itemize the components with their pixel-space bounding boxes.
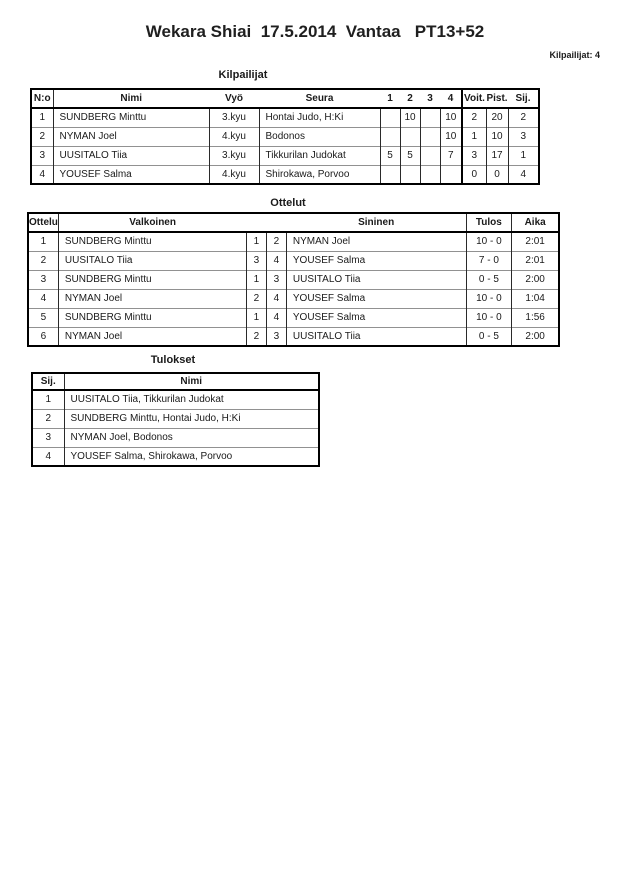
score-vs-3 bbox=[420, 108, 440, 127]
col-header-place: Sij. bbox=[508, 89, 539, 108]
result-name: UUSITALO Tiia, Tikkurilan Judokat bbox=[64, 390, 319, 409]
blue-player-name: YOUSEF Salma bbox=[286, 308, 466, 327]
col-header-place: Sij. bbox=[32, 373, 64, 390]
col-header-belt: Vyö bbox=[209, 89, 259, 108]
competitor-wins: 3 bbox=[462, 146, 486, 165]
matches-header-row bbox=[28, 213, 559, 232]
white-player-name: SUNDBERG Minttu bbox=[58, 270, 246, 289]
competitor-points: 10 bbox=[486, 127, 508, 146]
result-place: 2 bbox=[32, 409, 64, 428]
competitor-points: 17 bbox=[486, 146, 508, 165]
blue-player-name: NYMAN Joel bbox=[286, 232, 466, 251]
match-row bbox=[28, 270, 559, 289]
competitor-belt: 3.kyu bbox=[209, 146, 259, 165]
competitor-place: 3 bbox=[508, 127, 539, 146]
competitor-belt: 4.kyu bbox=[209, 127, 259, 146]
match-result: 0 - 5 bbox=[466, 327, 511, 346]
result-row bbox=[32, 390, 319, 409]
col-header-points: Pist. bbox=[486, 89, 508, 108]
match-no: 1 bbox=[28, 232, 58, 251]
white-player-name: SUNDBERG Minttu bbox=[58, 232, 246, 251]
white-player-no: 3 bbox=[246, 251, 266, 270]
score-vs-3 bbox=[420, 127, 440, 146]
white-player-no: 2 bbox=[246, 289, 266, 308]
competitor-no: 2 bbox=[31, 127, 53, 146]
match-no: 6 bbox=[28, 327, 58, 346]
col-header-club: Seura bbox=[259, 89, 380, 108]
match-result: 0 - 5 bbox=[466, 270, 511, 289]
result-place: 1 bbox=[32, 390, 64, 409]
match-row bbox=[28, 327, 559, 346]
match-time: 2:00 bbox=[511, 327, 559, 346]
competitor-place: 2 bbox=[508, 108, 539, 127]
match-time: 1:04 bbox=[511, 289, 559, 308]
col-header-no: N:o bbox=[31, 89, 53, 108]
blue-player-no: 4 bbox=[266, 251, 286, 270]
results-header-row bbox=[32, 373, 319, 390]
white-player-no: 1 bbox=[246, 308, 266, 327]
score-vs-3 bbox=[420, 165, 440, 184]
white-player-no: 1 bbox=[246, 232, 266, 251]
white-player-name: NYMAN Joel bbox=[58, 327, 246, 346]
score-vs-1 bbox=[380, 127, 400, 146]
white-player-name: UUSITALO Tiia bbox=[58, 251, 246, 270]
blue-player-no: 4 bbox=[266, 308, 286, 327]
score-vs-2: 5 bbox=[400, 146, 420, 165]
competitors-section-heading: Kilpailijat bbox=[218, 69, 268, 81]
competitor-no: 4 bbox=[31, 165, 53, 184]
competitors-count-label: Kilpailijat: 4 bbox=[549, 50, 600, 60]
match-row bbox=[28, 289, 559, 308]
score-vs-2 bbox=[400, 165, 420, 184]
col-header-blue: Sininen bbox=[286, 213, 466, 232]
result-name: YOUSEF Salma, Shirokawa, Porvoo bbox=[64, 447, 319, 466]
score-vs-4: 10 bbox=[440, 127, 462, 146]
score-vs-2: 10 bbox=[400, 108, 420, 127]
match-row bbox=[28, 251, 559, 270]
match-no: 5 bbox=[28, 308, 58, 327]
match-result: 10 - 0 bbox=[466, 308, 511, 327]
result-name: NYMAN Joel, Bodonos bbox=[64, 428, 319, 447]
competitor-row bbox=[31, 108, 539, 127]
competitor-club: Bodonos bbox=[259, 127, 380, 146]
result-place: 4 bbox=[32, 447, 64, 466]
col-header-opp1: 1 bbox=[380, 89, 400, 108]
competitor-name: UUSITALO Tiia bbox=[53, 146, 209, 165]
competitor-belt: 4.kyu bbox=[209, 165, 259, 184]
competitor-club: Hontai Judo, H:Ki bbox=[259, 108, 380, 127]
competitor-points: 20 bbox=[486, 108, 508, 127]
col-header-white: Valkoinen bbox=[58, 213, 246, 232]
score-vs-4: 7 bbox=[440, 146, 462, 165]
match-time: 2:01 bbox=[511, 232, 559, 251]
competitor-wins: 2 bbox=[462, 108, 486, 127]
col-header-opp4: 4 bbox=[440, 89, 462, 108]
competitor-place: 1 bbox=[508, 146, 539, 165]
competitor-points: 0 bbox=[486, 165, 508, 184]
score-vs-2 bbox=[400, 127, 420, 146]
white-player-no: 1 bbox=[246, 270, 266, 289]
col-header-name: Nimi bbox=[53, 89, 209, 108]
blue-player-name: YOUSEF Salma bbox=[286, 289, 466, 308]
competitor-no: 3 bbox=[31, 146, 53, 165]
blue-player-no: 3 bbox=[266, 270, 286, 289]
match-result: 10 - 0 bbox=[466, 232, 511, 251]
blue-player-name: YOUSEF Salma bbox=[286, 251, 466, 270]
competitor-wins: 1 bbox=[462, 127, 486, 146]
score-vs-4 bbox=[440, 165, 462, 184]
blue-player-name: UUSITALO Tiia bbox=[286, 327, 466, 346]
blue-player-no: 3 bbox=[266, 327, 286, 346]
result-row bbox=[32, 428, 319, 447]
competitor-club: Shirokawa, Porvoo bbox=[259, 165, 380, 184]
competitor-club: Tikkurilan Judokat bbox=[259, 146, 380, 165]
competitor-name: YOUSEF Salma bbox=[53, 165, 209, 184]
match-no: 4 bbox=[28, 289, 58, 308]
match-no: 3 bbox=[28, 270, 58, 289]
match-time: 2:00 bbox=[511, 270, 559, 289]
result-name: SUNDBERG Minttu, Hontai Judo, H:Ki bbox=[64, 409, 319, 428]
white-player-name: SUNDBERG Minttu bbox=[58, 308, 246, 327]
match-no: 2 bbox=[28, 251, 58, 270]
match-row bbox=[28, 232, 559, 251]
result-place: 3 bbox=[32, 428, 64, 447]
competitor-name: NYMAN Joel bbox=[53, 127, 209, 146]
col-header-opp2: 2 bbox=[400, 89, 420, 108]
matches-section-heading: Ottelut bbox=[270, 197, 306, 209]
competitor-place: 4 bbox=[508, 165, 539, 184]
competitor-no: 1 bbox=[31, 108, 53, 127]
score-vs-1 bbox=[380, 108, 400, 127]
white-player-name: NYMAN Joel bbox=[58, 289, 246, 308]
score-vs-4: 10 bbox=[440, 108, 462, 127]
col-header-match: Ottelu bbox=[28, 213, 58, 232]
competitor-name: SUNDBERG Minttu bbox=[53, 108, 209, 127]
competitor-row bbox=[31, 127, 539, 146]
score-vs-1 bbox=[380, 165, 400, 184]
blue-player-name: UUSITALO Tiia bbox=[286, 270, 466, 289]
match-result: 10 - 0 bbox=[466, 289, 511, 308]
match-result: 7 - 0 bbox=[466, 251, 511, 270]
competitor-belt: 3.kyu bbox=[209, 108, 259, 127]
col-header-time: Aika bbox=[511, 213, 559, 232]
result-row bbox=[32, 447, 319, 466]
score-vs-1: 5 bbox=[380, 146, 400, 165]
results-section-heading: Tulokset bbox=[150, 354, 196, 366]
result-row bbox=[32, 409, 319, 428]
match-row bbox=[28, 308, 559, 327]
competitor-row bbox=[31, 146, 539, 165]
competitor-row bbox=[31, 165, 539, 184]
score-vs-3 bbox=[420, 146, 440, 165]
col-header-wins: Voit. bbox=[462, 89, 486, 108]
col-header-blue-no bbox=[266, 213, 286, 232]
results-table bbox=[31, 372, 320, 467]
match-time: 1:56 bbox=[511, 308, 559, 327]
blue-player-no: 2 bbox=[266, 232, 286, 251]
competitor-wins: 0 bbox=[462, 165, 486, 184]
col-header-result: Tulos bbox=[466, 213, 511, 232]
competitors-header-row bbox=[31, 89, 539, 108]
col-header-name: Nimi bbox=[64, 373, 319, 390]
competitors-table bbox=[30, 88, 540, 185]
col-header-opp3: 3 bbox=[420, 89, 440, 108]
white-player-no: 2 bbox=[246, 327, 266, 346]
blue-player-no: 4 bbox=[266, 289, 286, 308]
match-time: 2:01 bbox=[511, 251, 559, 270]
col-header-white-no bbox=[246, 213, 266, 232]
matches-table bbox=[27, 212, 560, 347]
page-title: Wekara Shiai 17.5.2014 Vantaa PT13+52 bbox=[145, 22, 485, 41]
